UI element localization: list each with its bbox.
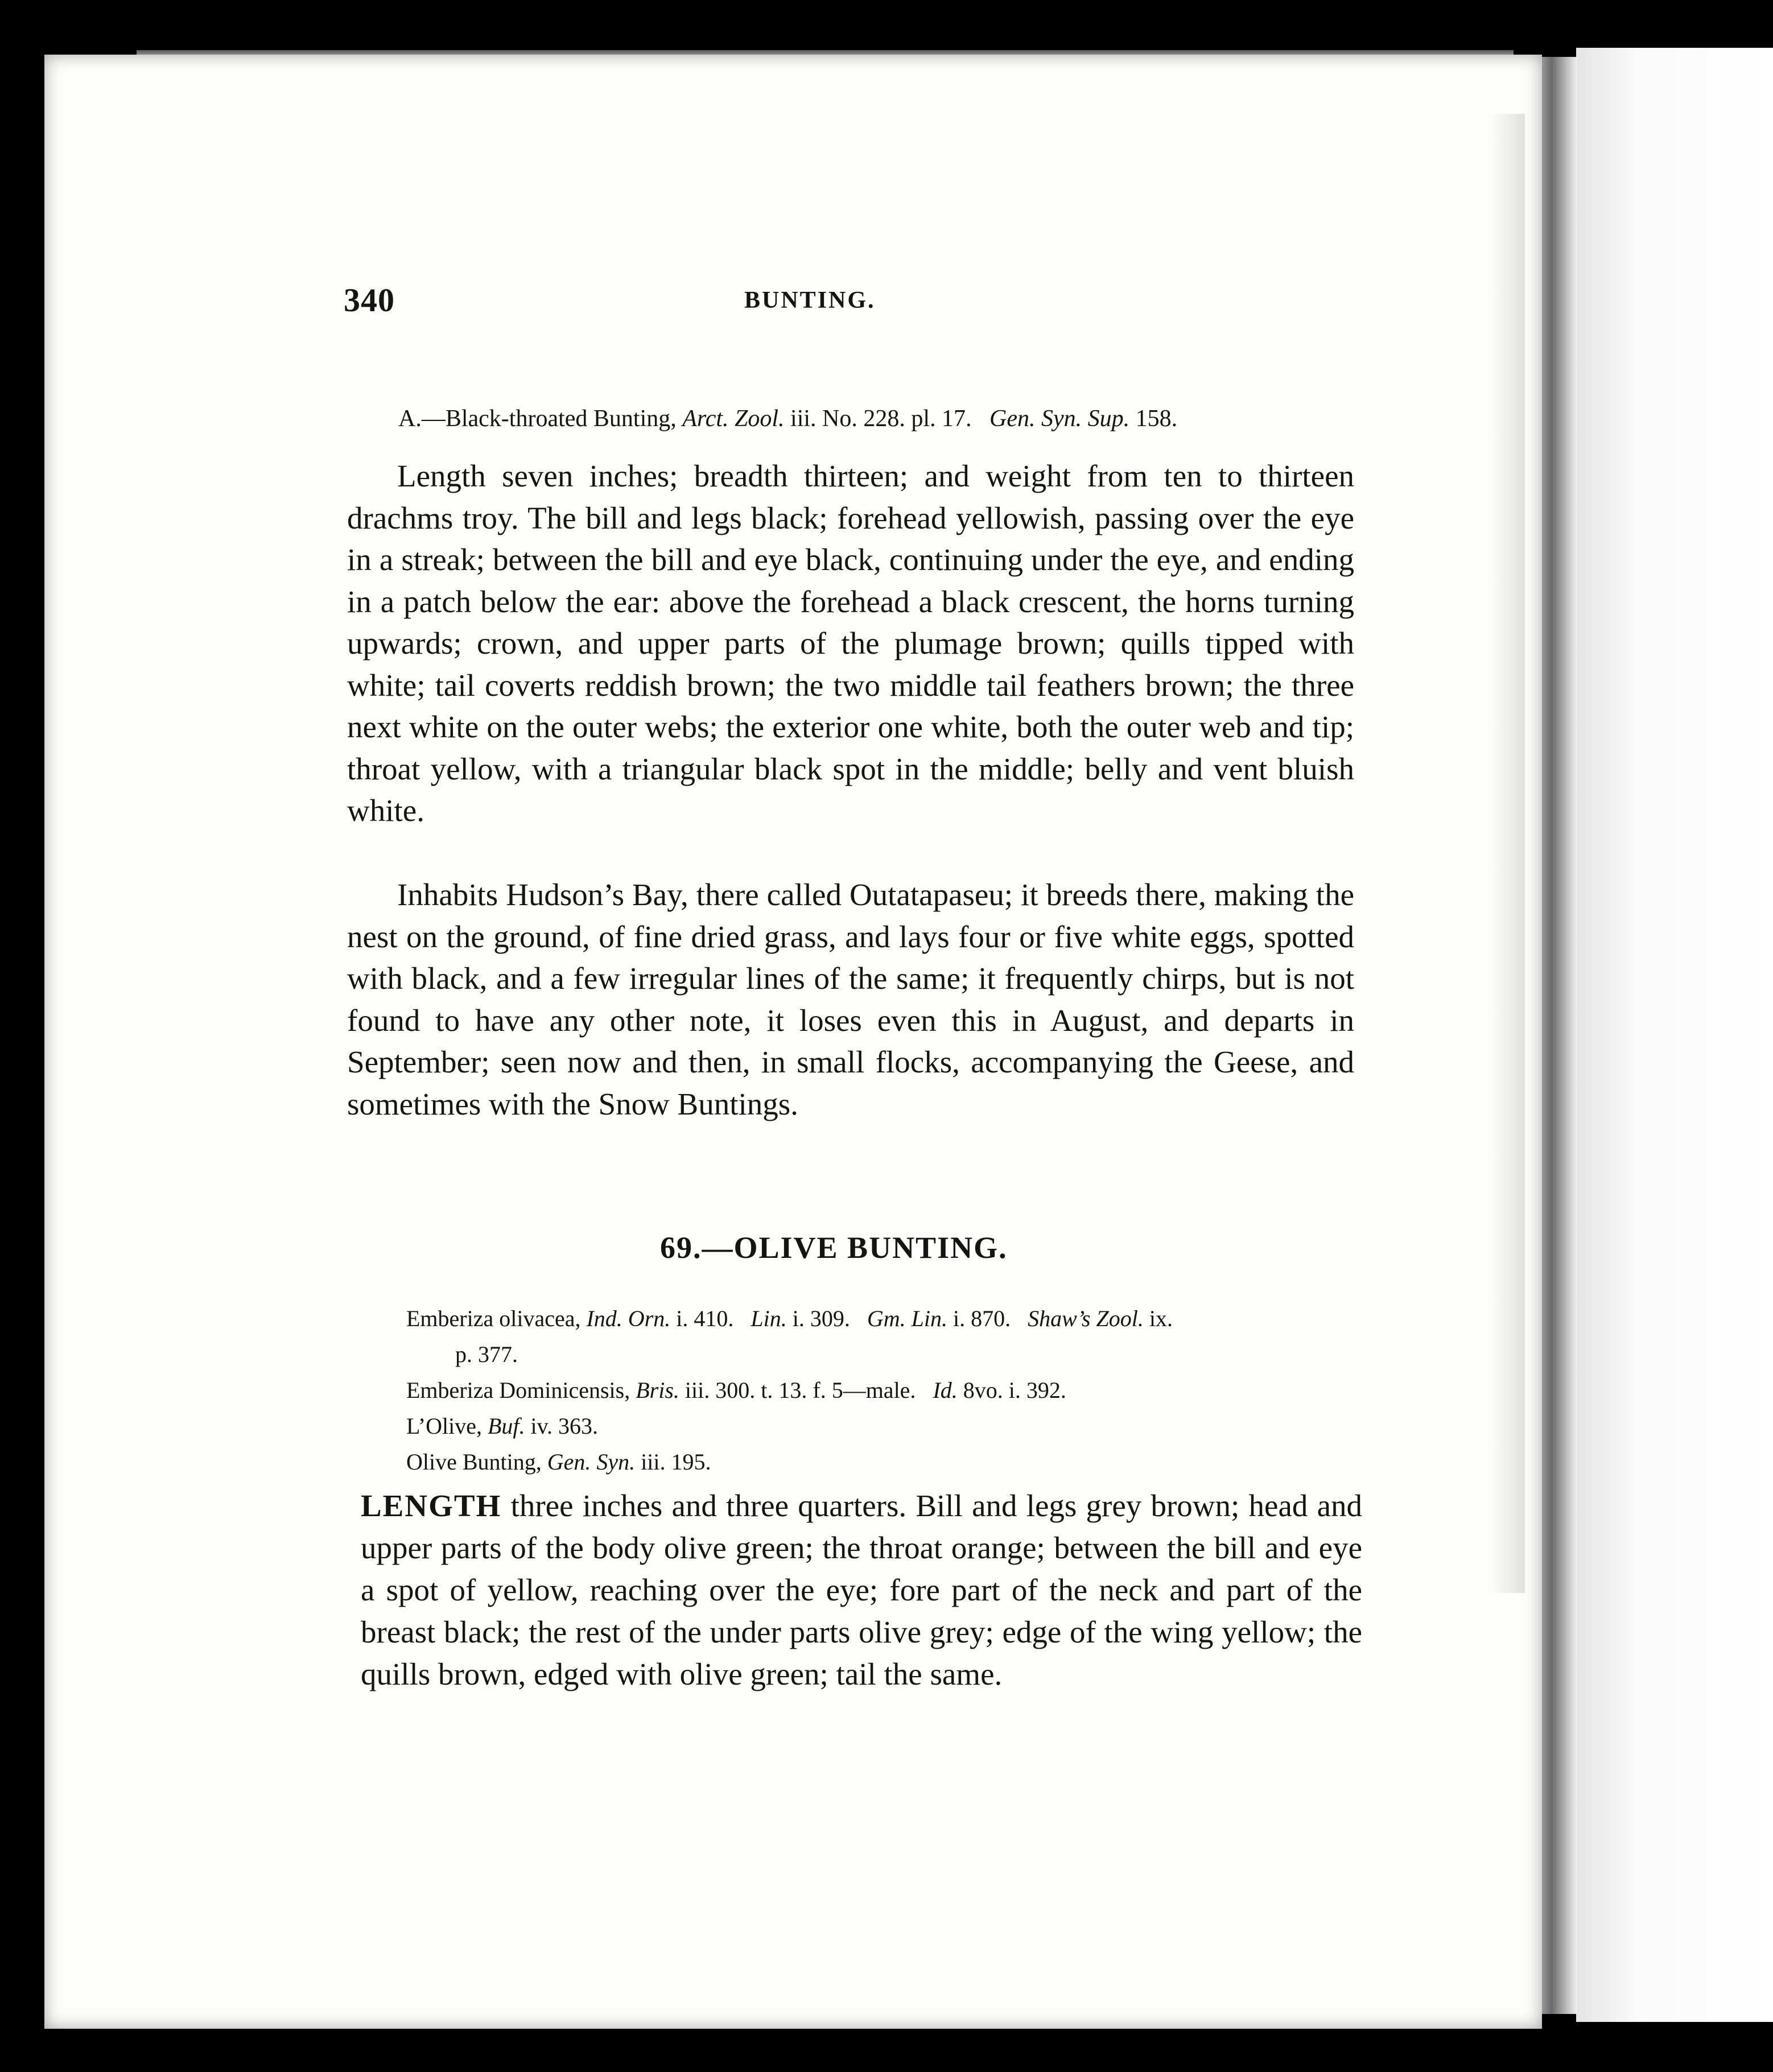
description-body: three inches and three quarters. Bill and legs grey brown; head and upper parts of the body olive green; the throat orange; between the bill and eye a spot of yellow, reaching over the eye; fore part of the neck and part of the breast black; the rest of the under parts olive grey; edge of the wing yellow; the quills brown, edged with olive green; tail the same. (361, 1488, 1362, 1691)
synonym-ref-detail: i. 870. (947, 1306, 1011, 1331)
variety-a-synonym (398, 405, 1177, 432)
synonym-entry (406, 1372, 1374, 1408)
facing-page (1576, 48, 1773, 2022)
synonym-ref-detail: ix. (1143, 1306, 1173, 1331)
running-title: BUNTING. (744, 287, 876, 313)
synonym-label: A.—Black-throated Bunting, (398, 406, 677, 432)
synonym-entry (406, 1408, 1374, 1444)
synonym-name: L’Olive, (406, 1413, 482, 1439)
synonym-ref-detail: i. 309. (786, 1306, 850, 1331)
gutter-shadow (1491, 114, 1525, 1593)
synonym-ref-title: Gm. Lin. (867, 1306, 948, 1331)
running-head (344, 281, 1482, 321)
synonym-ref-title: Ind. Orn. (586, 1306, 671, 1331)
synonym-name: Emberiza olivacea, (406, 1306, 581, 1331)
variety-a-description: Length seven inches; breadth thirteen; and weight from ten to thirteen drachms troy. The bill and legs black; forehead yellowish, passing over the eye in a streak; between the bill and eye black, continuing under the eye, and ending in a patch below the ear: above the forehead a black crescent, the horns turning upwards; crown, and upper parts of the plumage brown; quills tipped with white; tail coverts reddish brown; the two middle tail feathers brown; the three next white on the outer webs; the exterior one white, both the outer web and tip; throat yellow, with a triangular black spot in the middle; belly and vent bluish white. (347, 459, 1354, 828)
synonym-ref-title: Shaw’s Zool. (1028, 1306, 1144, 1331)
species-synonyms (406, 1301, 1374, 1480)
synonym-ref-title: Lin. (751, 1306, 787, 1331)
synonym-ref-detail: i. 410. (670, 1306, 734, 1331)
description-lead-word: LENGTH (361, 1488, 502, 1523)
synonym-entry (406, 1301, 1374, 1336)
variety-a-habitat: Inhabits Hudson’s Bay, there called Outatapaseu; it breeds there, making the nest on the ground, of fine dried grass, and lays four or five white eggs, spotted with black, and a few irregular lines of the same; it frequently chirps, but is not found to have any other note, it loses even this in August, and departs in September; seen now and then, in small flocks, accompanying the Geese, and sometimes with the Snow Buntings. (347, 877, 1354, 1121)
synonym-ref-title: Buf. (487, 1413, 525, 1439)
synonym-ref1-detail: iii. No. 228. pl. 17. (790, 406, 972, 432)
synonym-ref-detail: iv. 363. (525, 1413, 599, 1439)
synonym-name: Emberiza Dominicensis, (406, 1377, 630, 1403)
synonym-ref-detail: iii. 195. (635, 1449, 711, 1475)
synonym-ref2-detail: 158. (1135, 406, 1178, 432)
synonym-ref-title: Bris. (636, 1377, 679, 1403)
synonym-name: Olive Bunting, (406, 1449, 542, 1475)
synonym-ref1-title: Arct. Zool. (682, 406, 785, 432)
synonym-entry (406, 1444, 1374, 1480)
species-description (361, 1485, 1362, 1695)
synonym-ref-title: Gen. Syn. (547, 1449, 636, 1475)
synonym-ref2-title: Gen. Syn. Sup. (989, 406, 1130, 432)
synonym-ref-title: Id. (933, 1377, 958, 1403)
species-heading: 69.—OLIVE BUNTING. (660, 1231, 1008, 1265)
page-number: 340 (344, 282, 395, 319)
synonym-ref-detail: iii. 300. t. 13. f. 5—male. (679, 1377, 916, 1403)
synonym-ref-detail: 8vo. i. 392. (957, 1377, 1066, 1403)
synonym-continuation: p. 377. (455, 1342, 518, 1367)
